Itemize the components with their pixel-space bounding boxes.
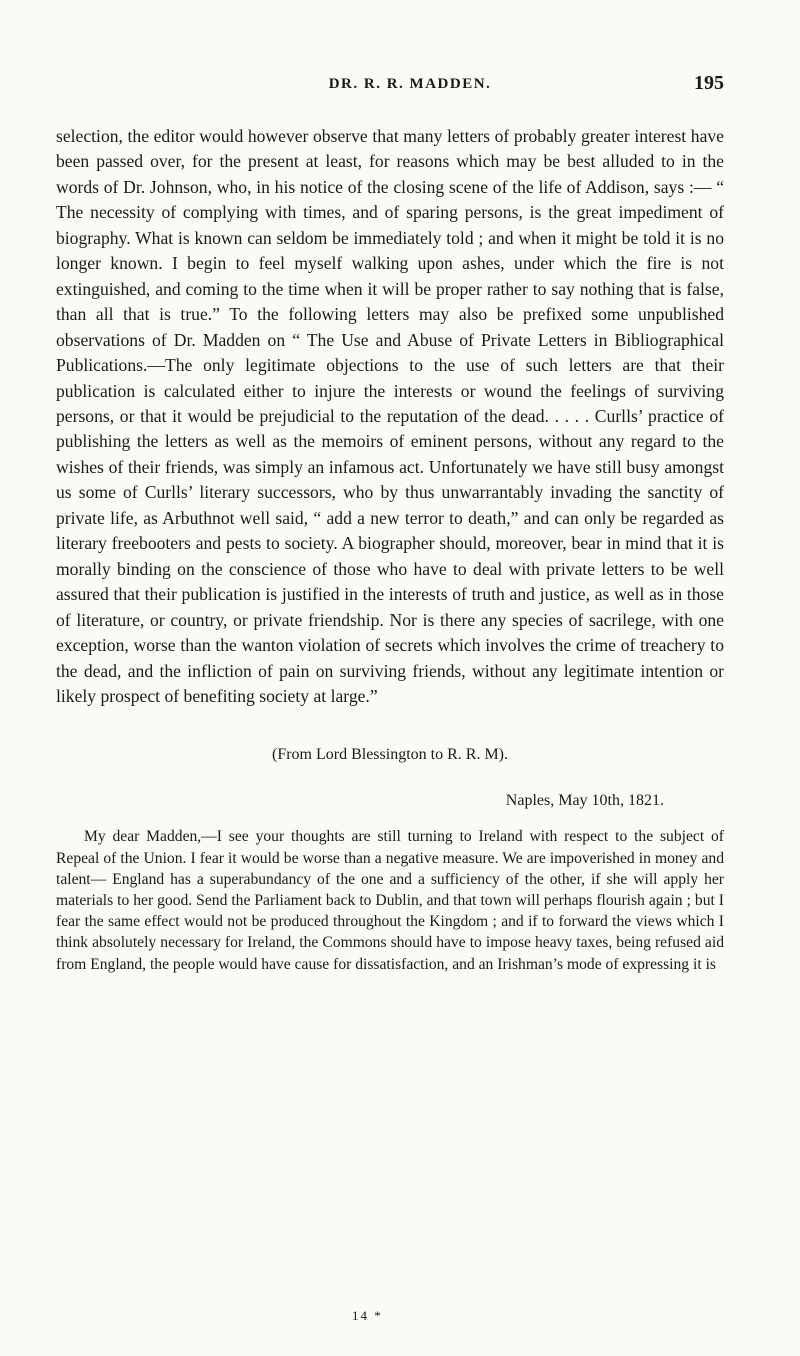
- letter-heading: (From Lord Blessington to R. R. M).: [271, 746, 508, 764]
- letter-text: My dear Madden,—I see your thoughts are still turning to Ireland with respect to the subject of Repeal of the Union. I fear it would be worse than a negative measure. We are impoverished in money and talent— England has a superabundancy of the one and a sufficiency of the other, if she will apply her materials to her good. Send the Parliament back to Dublin, and that town will perhaps flourish again ; but I fear the same effect would not be produced throughout the Kingdom ; and if to forward the views which I think absolutely necessary for Ireland, the Commons should have to impose heavy taxes, being refused aid from England, the people would have cause for dissatisfaction, and an Irishman’s mode of expressing it is: [56, 828, 724, 973]
- running-head: [96, 72, 724, 98]
- text-block: [56, 124, 724, 975]
- signature-mark: 14 *: [352, 1308, 383, 1323]
- letter-dateline: Naples, May 10th, 1821.: [505, 792, 664, 810]
- running-title: DR. R. R. MADDEN.: [328, 76, 492, 92]
- page-number: 195: [694, 72, 724, 94]
- body-paragraph: selection, the editor would however observe that many letters of probably greater interest have been passed over, for the present at least, for reasons which may be best alluded to in the words of Dr. Johnson, who, in his notice of the closing scene of the life of Addison, says :— “ The necessity of complying with times, and of sparing persons, is the great impediment of biography. What is known can seldom be immediately told ; and when it might be told it is no longer known. I begin to feel myself walking upon ashes, under which the fire is not extinguished, and coming to the time when it will be proper rather to say nothing that is false, than all that is true.” To the following letters may also be prefixed some unpublished observations of Dr. Madden on “ The Use and Abuse of Private Letters in Bibliographical Publications.—The only legitimate objections to the use of such letters are that their publication is calculated either to injure the interests or wound the feelings of surviving persons, or that it would be prejudicial to the reputation of the dead. . . . . Curlls’ practice of publishing the letters as well as the memoirs of eminent persons, without any regard to the wishes of their friends, was simply an infamous act. Unfortunately we have still busy amongst us some of Curlls’ literary successors, who by thus unwarrantably invading the sanctity of private life, as Arbuthnot well said, “ add a new terror to death,” and can only be regarded as literary freebooters and pests to society. A biographer should, moreover, bear in mind that it is morally binding on the conscience of those who have to deal with private letters to be well assured that their publication is justified in the interests of truth and justice, as well as in those of literature, or country, or private friendship. Nor is there any species of sacrilege, with one exception, worse than the wanton violation of secrets which involves the crime of treachery to the dead, and the infliction of pain on surviving friends, without any legitimate intention or likely prospect of benefiting society at large.”: [56, 126, 724, 706]
